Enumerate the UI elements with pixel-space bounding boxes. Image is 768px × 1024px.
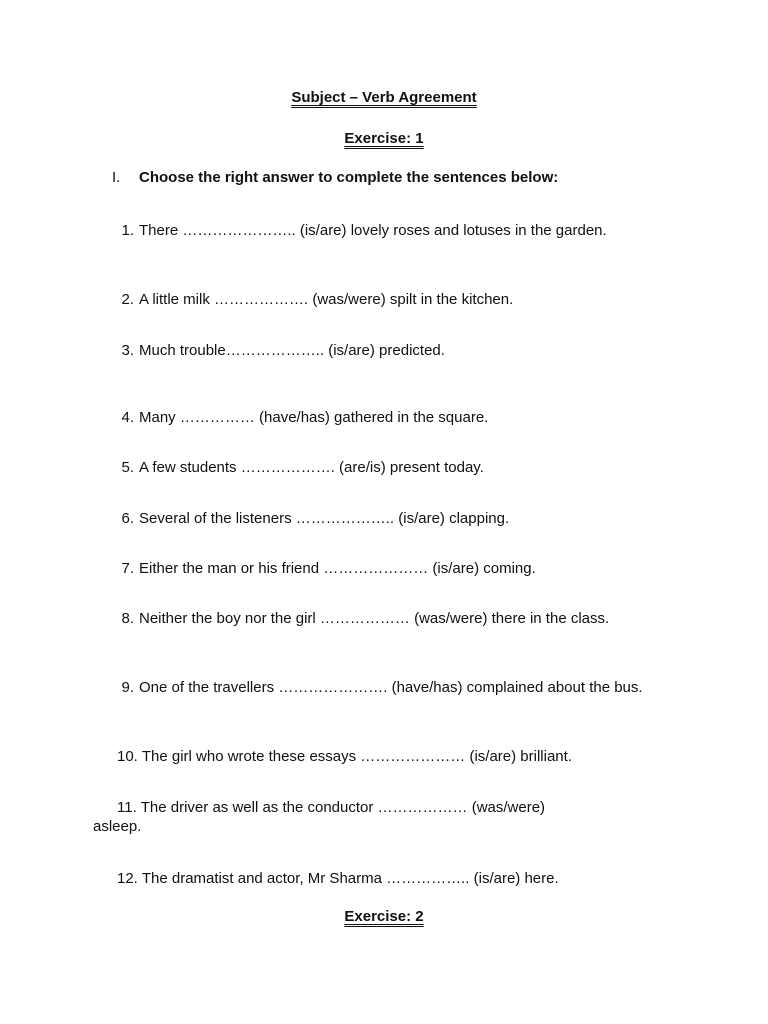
- question-text: Several of the listeners ……………….. (is/are) clapping.: [139, 510, 510, 527]
- question-number: 9.: [121, 679, 134, 696]
- question-5: [112, 458, 672, 477]
- question-11: [117, 798, 677, 817]
- question-7: [112, 559, 672, 578]
- question-text: One of the travellers …………………. (have/has) complained about the bus.: [139, 679, 643, 696]
- question-number: 1.: [121, 222, 134, 239]
- question-number: 11.: [117, 799, 137, 816]
- question-12: [117, 869, 677, 888]
- question-text: The driver as well as the conductor ……………… (was/were): [140, 799, 546, 816]
- question-3: [112, 341, 672, 360]
- question-number: 3.: [121, 342, 134, 359]
- instruction-number: I.: [112, 169, 121, 186]
- exercise-1-heading: Exercise: 1: [344, 130, 424, 147]
- question-2: [112, 290, 672, 309]
- question-number: 5.: [121, 459, 134, 476]
- question-4: [112, 408, 672, 427]
- question-number: 7.: [121, 560, 134, 577]
- question-11-continuation: asleep.: [93, 818, 142, 835]
- question-text: The dramatist and actor, Mr Sharma …………….. (is/are) here.: [141, 870, 559, 887]
- question-text: The girl who wrote these essays ………………… (is/are) brilliant.: [141, 748, 572, 765]
- question-text: There ………………….. (is/are) lovely roses and lotuses in the garden.: [139, 222, 607, 239]
- question-10: [117, 747, 677, 766]
- question-number: 12.: [117, 870, 138, 887]
- question-text: Neither the boy nor the girl ……………… (was/were) there in the class.: [139, 610, 610, 627]
- question-text: Much trouble……………….. (is/are) predicted.: [139, 342, 445, 359]
- question-text: A few students ………………. (are/is) present today.: [139, 459, 484, 476]
- exercise-2-heading: Exercise: 2: [344, 908, 424, 925]
- question-number: 4.: [121, 409, 134, 426]
- question-1: [112, 221, 672, 240]
- question-number: 10.: [117, 748, 138, 765]
- question-text: A little milk ………………. (was/were) spilt in the kitchen.: [139, 291, 514, 308]
- question-text: Either the man or his friend ………………… (is/are) coming.: [139, 560, 536, 577]
- question-number: 8.: [121, 610, 134, 627]
- question-6: [112, 509, 672, 528]
- instruction-text: Choose the right answer to complete the sentences below:: [139, 169, 559, 186]
- instruction: [112, 169, 558, 187]
- question-9: [112, 678, 672, 697]
- question-8: [112, 609, 672, 628]
- question-text: Many …………… (have/has) gathered in the square.: [139, 409, 489, 426]
- question-number: 2.: [121, 291, 134, 308]
- page-title: Subject – Verb Agreement: [291, 89, 477, 106]
- question-number: 6.: [121, 510, 134, 527]
